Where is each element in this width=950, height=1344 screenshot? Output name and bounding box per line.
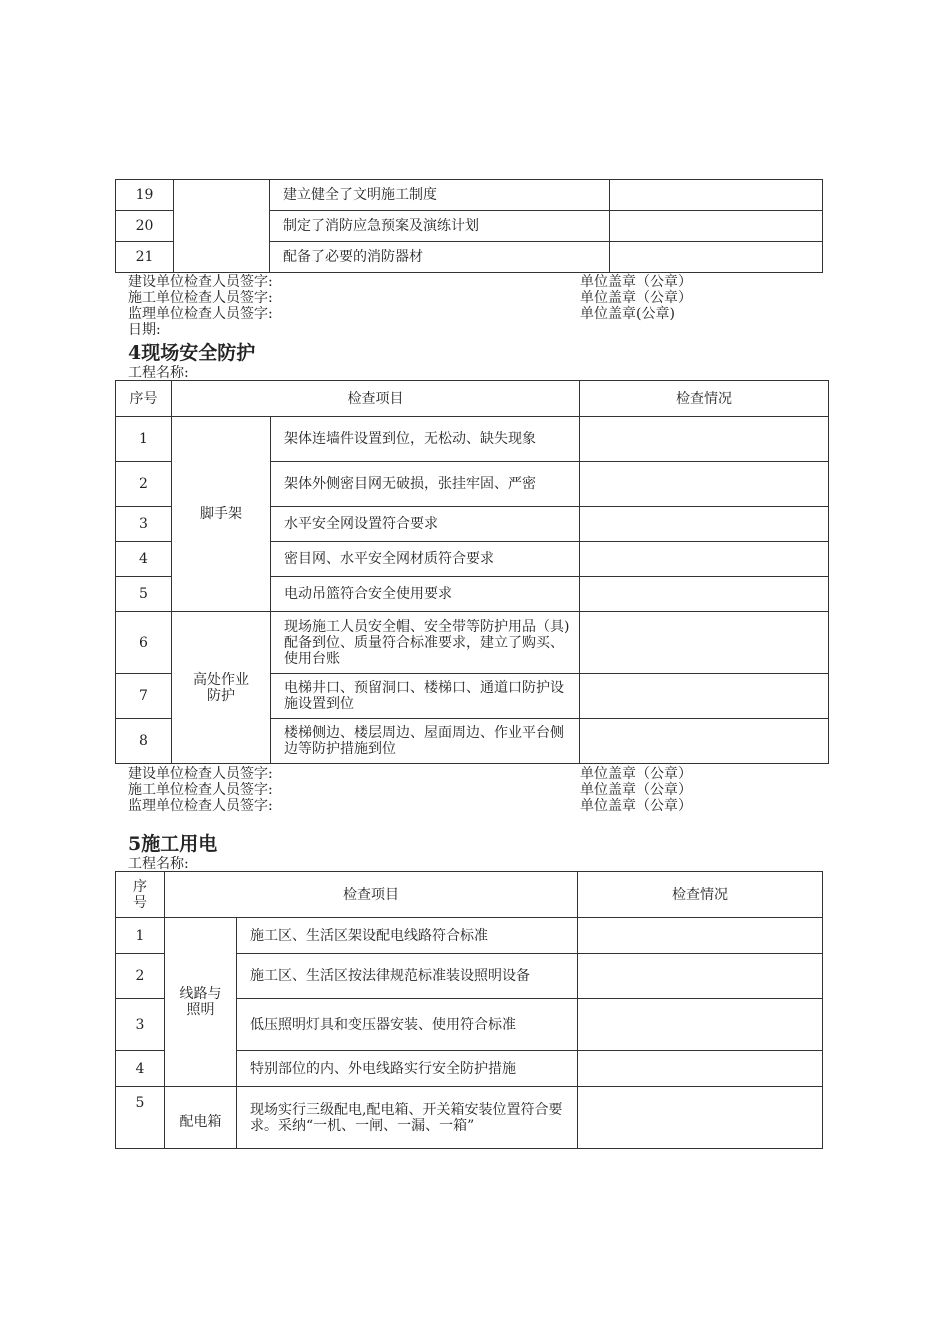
check-item: 建立健全了文明施工制度 <box>270 180 610 211</box>
row-number: 8 <box>116 719 172 764</box>
row-number: 5 <box>116 577 172 612</box>
check-status-cell[interactable] <box>578 954 823 999</box>
row-number: 1 <box>116 417 172 462</box>
signature-label: 施工单位检查人员签字: <box>128 290 273 306</box>
check-status-cell[interactable] <box>610 211 823 242</box>
check-item: 现场施工人员安全帽、安全带等防护用品（具)配备到位、质量符合标准要求，建立了购买、使用台账 <box>271 612 580 674</box>
check-status-cell[interactable] <box>580 542 829 577</box>
header-item: 检查项目 <box>172 381 580 417</box>
check-status-cell[interactable] <box>580 507 829 542</box>
check-status-cell[interactable] <box>578 918 823 954</box>
seal-label: 单位盖章（公章） <box>580 274 692 290</box>
check-item: 电动吊篮符合安全使用要求 <box>271 577 580 612</box>
row-number: 6 <box>116 612 172 674</box>
date-line <box>128 322 273 338</box>
date-label: 日期: <box>128 322 161 338</box>
check-status-cell[interactable] <box>578 1051 823 1087</box>
signature-line <box>128 766 692 782</box>
check-item: 配备了必要的消防器材 <box>270 242 610 273</box>
signature-line <box>128 274 692 290</box>
check-item: 低压照明灯具和变压器安装、使用符合标准 <box>237 999 578 1051</box>
header-status: 检查情况 <box>578 872 823 918</box>
check-status-cell[interactable] <box>610 180 823 211</box>
check-status-cell[interactable] <box>580 462 829 507</box>
project-name-label: 工程名称: <box>128 856 189 872</box>
signature-line <box>128 798 692 814</box>
category-distribution-box: 配电箱 <box>165 1087 237 1149</box>
row-number: 2 <box>116 462 172 507</box>
table-row <box>116 417 829 462</box>
signature-line <box>128 782 692 798</box>
check-item: 现场实行三级配电,配电箱、开关箱安装位置符合要求。采纳“一机、一闸、一漏、一箱” <box>237 1087 578 1149</box>
seal-label: 单位盖章（公章） <box>580 782 692 798</box>
check-status-cell[interactable] <box>578 999 823 1051</box>
category-scaffold: 脚手架 <box>172 417 271 612</box>
row-number: 5 <box>116 1087 165 1149</box>
check-item: 制定了消防应急预案及演练计划 <box>270 211 610 242</box>
signature-label: 建设单位检查人员签字: <box>128 766 273 782</box>
site-protection-table <box>115 380 829 764</box>
table-row <box>116 918 823 954</box>
signature-line <box>128 306 675 322</box>
signature-label: 施工单位检查人员签字: <box>128 782 273 798</box>
header-status: 检查情况 <box>580 381 829 417</box>
signature-block <box>128 274 692 338</box>
check-item: 架体外侧密目网无破损，张挂牢固、严密 <box>271 462 580 507</box>
table-row <box>116 612 829 674</box>
check-status-cell[interactable] <box>580 612 829 674</box>
row-number: 21 <box>116 242 174 273</box>
section-heading: 5施工用电 <box>128 833 218 855</box>
check-status-cell[interactable] <box>580 417 829 462</box>
seal-label: 单位盖章(公章) <box>580 306 675 322</box>
table-row <box>116 1087 823 1149</box>
category-height-work: 高处作业 防护 <box>172 612 271 764</box>
check-item: 电梯井口、预留洞口、楼梯口、通道口防护设施设置到位 <box>271 674 580 719</box>
header-no: 序号 <box>116 381 172 417</box>
check-item: 施工区、生活区架设配电线路符合标准 <box>237 918 578 954</box>
check-item: 楼梯侧边、楼层周边、屋面周边、作业平台侧边等防护措施到位 <box>271 719 580 764</box>
table-row <box>116 180 823 211</box>
category-cell <box>174 180 270 273</box>
check-status-cell[interactable] <box>580 674 829 719</box>
check-status-cell[interactable] <box>578 1087 823 1149</box>
row-number: 3 <box>116 507 172 542</box>
construction-power-table <box>115 871 823 1149</box>
row-number: 2 <box>116 954 165 999</box>
check-status-cell[interactable] <box>580 577 829 612</box>
row-number: 7 <box>116 674 172 719</box>
seal-label: 单位盖章（公章） <box>580 766 692 782</box>
check-item: 水平安全网设置符合要求 <box>271 507 580 542</box>
section-heading: 4现场安全防护 <box>128 342 256 364</box>
check-status-cell[interactable] <box>610 242 823 273</box>
row-number: 20 <box>116 211 174 242</box>
signature-block <box>128 766 692 814</box>
check-item: 架体连墙件设置到位，无松动、缺失现象 <box>271 417 580 462</box>
project-name-label: 工程名称: <box>128 365 189 381</box>
row-number: 1 <box>116 918 165 954</box>
check-item: 施工区、生活区按法律规范标准装设照明设备 <box>237 954 578 999</box>
row-number: 19 <box>116 180 174 211</box>
header-no: 序 号 <box>116 872 165 918</box>
seal-label: 单位盖章（公章） <box>580 798 692 814</box>
header-item: 检查项目 <box>165 872 578 918</box>
check-status-cell[interactable] <box>580 719 829 764</box>
row-number: 3 <box>116 999 165 1051</box>
category-lines-lighting: 线路与 照明 <box>165 918 237 1087</box>
table-header-row <box>116 872 823 918</box>
check-item: 密目网、水平安全网材质符合要求 <box>271 542 580 577</box>
signature-label: 建设单位检查人员签字: <box>128 274 273 290</box>
row-number: 4 <box>116 1051 165 1087</box>
signature-label: 监理单位检查人员签字: <box>128 306 273 322</box>
row-number: 4 <box>116 542 172 577</box>
check-item: 特别部位的内、外电线路实行安全防护措施 <box>237 1051 578 1087</box>
fire-safety-table <box>115 179 823 273</box>
table-header-row <box>116 381 829 417</box>
seal-label: 单位盖章（公章） <box>580 290 692 306</box>
signature-line <box>128 290 692 306</box>
signature-label: 监理单位检查人员签字: <box>128 798 273 814</box>
